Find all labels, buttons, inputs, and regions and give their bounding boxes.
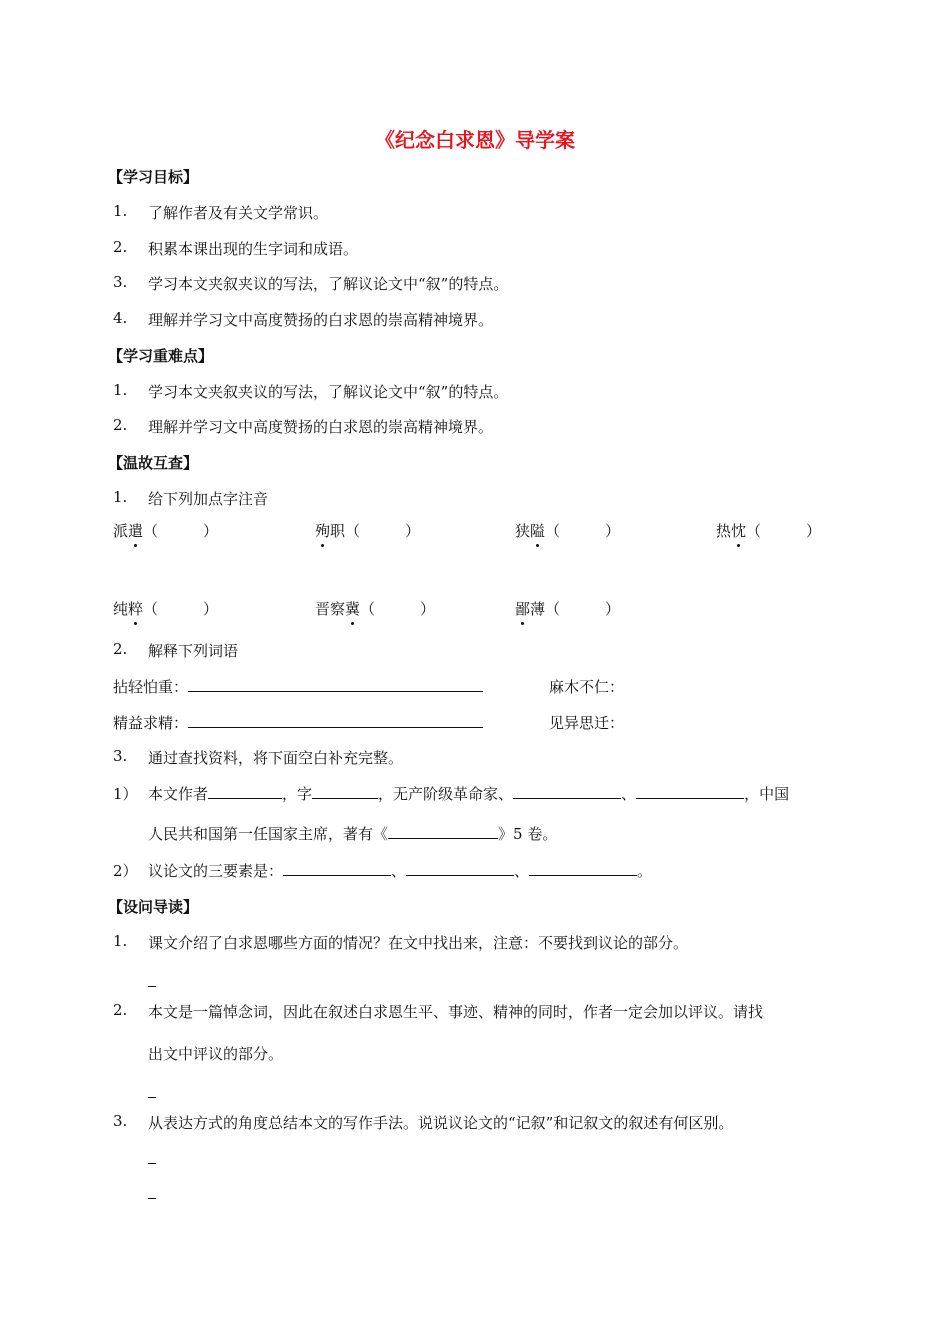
- goal-number: 1.: [113, 202, 128, 220]
- pinyin-answer-blank[interactable]: （ ）: [545, 522, 621, 540]
- goal-number: 2.: [113, 238, 128, 256]
- fill-text: 人民共和国第一任国家主席，著有《: [148, 825, 389, 843]
- word-part: 职: [330, 522, 346, 540]
- dotted-char: 遣: [128, 522, 144, 540]
- goal-text: 学习本文夹叙夹议的写法，了解议论文中“叙”的特点。: [148, 275, 509, 293]
- fill-text: 议论文的三要素是：: [148, 862, 284, 880]
- idiom-label: 麻木不仁：: [549, 678, 625, 696]
- word-part: 晋察: [315, 600, 346, 618]
- pinyin-item: [716, 520, 821, 541]
- word-part: 狭: [515, 522, 531, 540]
- element-blank[interactable]: [406, 861, 514, 876]
- guide-number: 1.: [113, 932, 128, 950]
- pinyin-item: [315, 598, 435, 619]
- pinyin-item: [515, 598, 620, 619]
- goal-text: 积累本课出现的生字词和成语。: [148, 240, 359, 258]
- word-part: 薄: [530, 600, 546, 618]
- pinyin-answer-blank[interactable]: （ ）: [143, 600, 219, 618]
- section-heading-goals: 【学习目标】: [108, 168, 199, 186]
- pinyin-answer-blank[interactable]: （ ）: [143, 522, 219, 540]
- dotted-char: 隘: [530, 522, 546, 540]
- guide-number: 2.: [113, 1001, 128, 1019]
- pinyin-item: [515, 520, 620, 541]
- goal-text: 了解作者及有关文学常识。: [148, 204, 329, 222]
- pinyin-item: [113, 598, 218, 619]
- identity-blank[interactable]: [636, 784, 744, 799]
- dotted-char: 鄙: [515, 600, 531, 618]
- idiom-label: 精益求精：: [113, 714, 189, 732]
- element-blank[interactable]: [529, 861, 637, 876]
- review-q3-number: 3.: [113, 747, 128, 765]
- idiom-label: 见异思迁：: [549, 714, 625, 732]
- book-title-blank[interactable]: [388, 824, 498, 839]
- fill2-line: [148, 860, 652, 881]
- word-part: 热: [716, 522, 732, 540]
- key-text: 理解并学习文中高度赞扬的白求恩的崇高精神境界。: [148, 418, 494, 436]
- guide-text: 课文介绍了白求恩哪些方面的情况？在文中找出来，注意：不要找到议论的部分。: [148, 934, 689, 952]
- fill-text: ，中国: [744, 785, 790, 803]
- answer-line[interactable]: [148, 986, 156, 987]
- pinyin-answer-blank[interactable]: （ ）: [545, 600, 621, 618]
- review-q1-number: 1.: [113, 488, 128, 506]
- guide-text: 本文是一篇悼念词，因此在叙述白求恩生平、事迹、精神的同时，作者一定会加以评议。请找: [148, 1003, 764, 1021]
- fill1-line2: [148, 823, 557, 844]
- guide-number: 3.: [113, 1112, 128, 1130]
- fill-text: 。: [637, 862, 653, 880]
- author-blank[interactable]: [208, 784, 282, 799]
- dotted-char: 冀: [345, 600, 361, 618]
- goal-text: 理解并学习文中高度赞扬的白求恩的崇高精神境界。: [148, 311, 494, 329]
- idiom-row: [113, 676, 483, 697]
- section-heading-guide: 【设问导读】: [108, 898, 199, 916]
- goal-number: 3.: [113, 273, 128, 291]
- answer-line[interactable]: [148, 1163, 156, 1164]
- answer-line[interactable]: [148, 1198, 156, 1199]
- idiom-answer-line[interactable]: [188, 677, 483, 692]
- fill-text: 、: [391, 862, 407, 880]
- pinyin-answer-blank[interactable]: （ ）: [360, 600, 436, 618]
- answer-line[interactable]: [148, 1097, 156, 1098]
- element-blank[interactable]: [283, 861, 391, 876]
- idiom-answer-line[interactable]: [188, 713, 483, 728]
- fill-text: 、: [514, 862, 530, 880]
- key-number: 2.: [113, 416, 128, 434]
- dotted-char: 殉: [315, 522, 331, 540]
- dotted-char: 忱: [731, 522, 747, 540]
- key-number: 1.: [113, 381, 128, 399]
- pinyin-item: [113, 520, 218, 541]
- word-part: 纯: [113, 600, 129, 618]
- section-heading-key: 【学习重难点】: [108, 347, 214, 365]
- fill-text: 本文作者: [148, 785, 209, 803]
- dotted-char: 粹: [128, 600, 144, 618]
- idiom-row: [113, 712, 483, 733]
- pinyin-answer-blank[interactable]: （ ）: [345, 522, 421, 540]
- guide-text: 从表达方式的角度总结本文的写作手法。说说议论文的“记叙”和记叙文的叙述有何区别。: [148, 1114, 734, 1132]
- courtesy-name-blank[interactable]: [312, 784, 378, 799]
- guide-text-cont: 出文中评议的部分。: [148, 1045, 284, 1063]
- fill1-number: 1）: [113, 785, 138, 803]
- fill2-number: 2）: [113, 862, 138, 880]
- review-q2-text: 解释下列词语: [148, 642, 239, 660]
- section-heading-review: 【温故互查】: [108, 454, 199, 472]
- identity-blank[interactable]: [513, 784, 621, 799]
- fill-text: ，无产阶级革命家、: [378, 785, 514, 803]
- review-q3-text: 通过查找资料，将下面空白补充完整。: [148, 749, 404, 767]
- key-text: 学习本文夹叙夹议的写法，了解议论文中“叙”的特点。: [148, 383, 509, 401]
- review-q1-text: 给下列加点字注音: [148, 490, 269, 508]
- pinyin-answer-blank[interactable]: （ ）: [746, 522, 822, 540]
- review-q2-number: 2.: [113, 640, 128, 658]
- pinyin-item: [315, 520, 420, 541]
- fill-text: ，字: [282, 785, 313, 803]
- fill-text: 、: [621, 785, 637, 803]
- idiom-label: 拈轻怕重：: [113, 678, 189, 696]
- fill-text: 》5 卷。: [498, 825, 558, 843]
- page-title: 《纪念白求恩》导学案: [375, 128, 575, 152]
- word-part: 派: [113, 522, 129, 540]
- goal-number: 4.: [113, 309, 128, 327]
- fill1-line: [148, 783, 789, 804]
